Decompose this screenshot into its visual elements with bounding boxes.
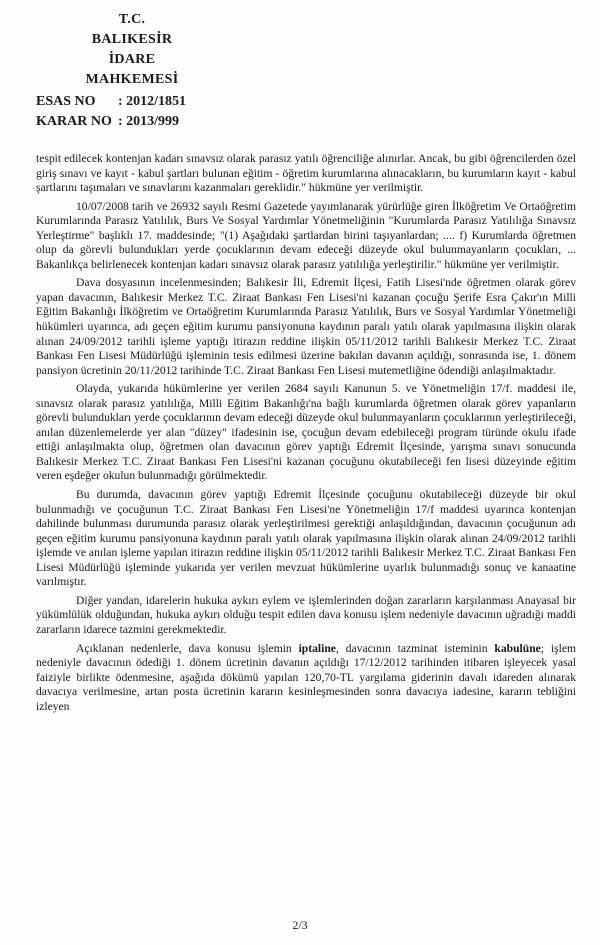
paragraph-3: Dava dosyasının incelenmesinden; Balıkesir İli, Edremit İlçesi, Fatih Lisesi'nde öğretmen olarak görev yapan davacının, Balıkesir Merkez T.C. Ziraat Bankası Fen Lisesi'ni kazanan çocuğu Şerife Esra Çakır'ın Milli Eğitim Bakanlığı İlköğretim ve Ortaöğretim Kurumlarında Parasız Yatılılık, Burs ve Sosyal Yardımlar Yönetmeliği hükümleri uyarınca, adı geçen eğitim kurumu pansiyonuna kaydının paralı yatılı olarak yapılmasına ilişkin olarak alınan 24/09/2012 tarihli işleme yaptığı itirazın reddine ilişkin 05/11/2012 tarihli Balıkesir Merkez T.C. Ziraat Bankası Fen Lisesi Müdürlüğü işleminin tesis edilmesi üzerine bakılan davanın açıldığı, sonrasında ise, 1. dönem pansiyon ücretinin 20/11/2012 tarihinde T.C. Ziraat Bankası Fen Lisesi mutemetliğine ödendiği anlaşılmaktadır. — [36, 276, 576, 377]
document-body — [36, 152, 576, 718]
court-header — [62, 10, 202, 90]
esas-value: : 2012/1851 — [118, 94, 187, 109]
karar-row — [36, 112, 186, 132]
p7-part-a: Açıklanan nedenlerle, dava konusu işlemin — [76, 641, 299, 655]
header-line-tc: T.C. — [118, 12, 146, 27]
paragraph-1: tespit edilecek kontenjan kadarı sınavsız olarak parasız yatılı öğrenciliğe alınırlar. Ancak, bu gibi öğrencilerden özel giriş sınavı ve kayıt - kabul şartları bulunan eğitim - öğretim kurumlarına alınacakların, bu kurumların kayıt - kabul şartlarını taşımaları ve sınavlarını kazanmaları gereklidir." hükmüne yer verilmiştir. — [36, 152, 576, 195]
paragraph-4: Olayda, yukarıda hükümlerine yer verilen 2684 sayılı Kanunun 5. ve Yönetmeliğin 17/f. maddesi ile, sınavsız olarak parasız yatılılığa, Milli Eğitim Bakanlığı'na bağlı kurumlarda öğretmen olarak görev yapanların görevli bulundukları yerde çocuklarının devam edeceği düzeyde okul bulunmayanların çocuklarının yerleştirileceği, anılan düzenlemelerde yer alan "düzey" ifadesinin ise, çocuğun devam edebileceği program türünde okulu ifade ettiği anlaşılmakta olup, öğretmen olan davacının görev yaptığı Edremit İlçesinde, yarışma sınavı sonucunda Balıkesir Merkez T.C. Ziraat Bankası Fen Lisesi'ni kazanan çocuğunu okutabileceği fen lisesi düzeyinde eğitim veren eşdeğer okulun bulunmadığı görülmektedir. — [36, 382, 576, 483]
esas-row — [36, 92, 186, 112]
paragraph-2: 10/07/2008 tarih ve 26932 sayılı Resmi Gazetede yayımlanarak yürürlüğe giren İlköğretim Ve Ortaöğretim Kurumlarında Parasız Yatılılık, Burs Ve Sosyal Yardımlar Yönetmeliğinin "Kurumlarda Parasız Yatılılığa Sınavsız Yerleştirme" başlıklı 17. maddesinde; "(1) Aşağıdaki şartlardan birini taşıyanlardan; .... f) Kurumlarda öğretmen olup da görevli bulundukları yerde çocuklarının devam edeceği düzeyde okul bulunmayanların çocukları, ... Bakanlıkça belirlenecek kontenjan kadarı sınavsız olarak parasız yatılılığa yerleştirilir." hükmüne yer verilmiştir. — [36, 199, 576, 271]
paragraph-7 — [36, 642, 576, 715]
header-line-city: BALIKESİR — [91, 32, 173, 47]
paragraph-5: Bu durumda, davacının görev yaptığı Edremit İlçesinde çocuğunu okutabileceği düzeyde bir okul bulunmadığı ve çocuğunun T.C. Ziraat Bankası Fen Lisesi'ne Yönetmeliğin 17/f maddesi uyarınca kontenjan dahilinde bulunması durumunda parasız olarak yerleştirilmesi gerektiği anlaşıldığından, davacının çocuğunun adı geçen eğitim kurumu pansiyonuna kaydının paralı yatılı olarak yapılmasına ilişkin olarak alınan 24/09/2012 tarihli işlemde ve anılan işleme yapılan itirazın reddine ilişkin 05/11/2012 tarihli Balıkesir Merkez T.C. Ziraat Bankası Fen Lisesi Müdürlüğü işleminde yukarıda yer verilen mevzuat hükümlerine uyarlık bulunmadığı sonuç ve kanaatine varılmıştır. — [36, 488, 576, 589]
esas-label: ESAS NO — [36, 94, 96, 109]
p7-kabul: kabulüne — [494, 641, 541, 655]
header-line-court: İDARE MAHKEMESİ — [85, 52, 179, 87]
p7-part-e: ; işlem nedeniyle davacının ödediği 1. dönem ücretinin davanın açıldığı 17/12/2012 tarihinden itibaren işleyecek yasal faiziyle birlikte ödenmesine, aşağıda dökümü yapılan 120,70-TL yargılama giderinin davalı idareden alınarak davacıya verilmesine, artan posta ücretinin kararın kesinleşmesinden sonra davacıya iadesine, kararın tebliğini izleyen — [36, 641, 576, 713]
page-number: 2/3 — [292, 918, 308, 932]
paragraph-6: Diğer yandan, idarelerin hukuka aykırı eylem ve işlemlerinden doğan zararların karşılanması Anayasal bir yükümlülük olduğundan, hukuka aykırı olduğu tespit edilen dava konusu işlem nedeniyle davacının uğradığı maddi zararların idarece tazmini gerekmektedir. — [36, 593, 576, 636]
karar-value: : 2013/999 — [118, 114, 180, 129]
p7-part-c: , davacının tazminat isteminin — [335, 641, 495, 655]
case-numbers — [36, 92, 186, 132]
karar-label: KARAR NO — [36, 114, 112, 129]
p7-iptal: iptaline — [298, 641, 336, 655]
